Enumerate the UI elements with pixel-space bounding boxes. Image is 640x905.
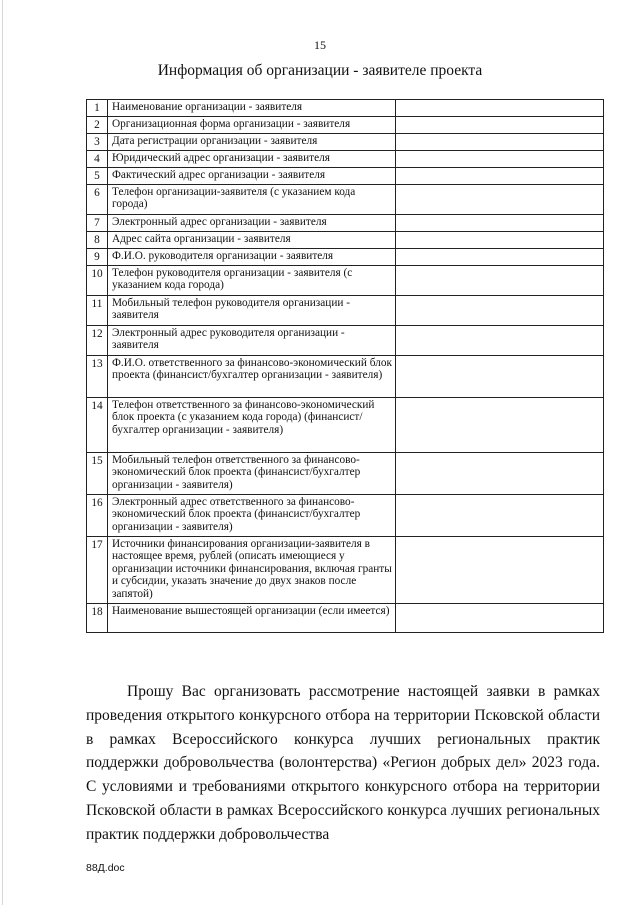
row-number: 3	[87, 134, 108, 151]
table-row	[87, 151, 604, 168]
row-label: Источники финансирования организации-заявителя в настоящее время, рублей (описать имеющиеся у организации источники финансирования, включая гранты и субсидии, указать значение до двух знаков после запятой)	[108, 537, 396, 604]
row-number: 6	[87, 185, 108, 215]
row-number: 17	[87, 537, 108, 604]
row-value-cell[interactable]	[396, 151, 604, 168]
table-row	[87, 185, 604, 215]
table-row	[87, 249, 604, 266]
row-value-cell[interactable]	[396, 249, 604, 266]
table-row	[87, 215, 604, 232]
row-number: 10	[87, 266, 108, 296]
table-row	[87, 398, 604, 453]
row-value-cell[interactable]	[396, 117, 604, 134]
table-row	[87, 537, 604, 604]
page-number: 15	[314, 38, 326, 52]
row-number: 18	[87, 604, 108, 633]
row-label: Фактический адрес организации - заявителя	[108, 168, 396, 185]
row-label: Наименование организации - заявителя	[108, 100, 396, 117]
row-number: 15	[87, 453, 108, 495]
row-number: 16	[87, 495, 108, 537]
row-number: 1	[87, 100, 108, 117]
paragraph-body: проведения открытого конкурсного отбора на территории Псковской области в рамках Всероссийского конкурса лучших региональных практик поддержки добровольчества (волонтерства) «Регион добрых дел» 2023 года. С условиями и требованиями открытого конкурсного отбора на территории Псковской области в рамках Всероссийского конкурса лучших региональных практик поддержки добровольчества	[86, 706, 600, 843]
row-value-cell[interactable]	[396, 453, 604, 495]
page-edge	[2, 0, 3, 905]
table-row	[87, 134, 604, 151]
table-row	[87, 168, 604, 185]
row-label: Телефон ответственного за финансово-экономический блок проекта (с указанием кода города) (финансист/бухгалтер организации - заявителя)	[108, 398, 396, 453]
row-label: Телефон руководителя организации - заявителя (с указанием кода города)	[108, 266, 396, 296]
file-name-footer: 88Д.doc	[86, 862, 125, 874]
row-value-cell[interactable]	[396, 185, 604, 215]
row-value-cell[interactable]	[396, 168, 604, 185]
request-paragraph	[86, 680, 600, 847]
row-label: Мобильный телефон ответственного за финансово-экономический блок проекта (финансист/бухгалтер организации - заявителя)	[108, 453, 396, 495]
row-number: 5	[87, 168, 108, 185]
row-value-cell[interactable]	[396, 100, 604, 117]
table-row	[87, 495, 604, 537]
row-value-cell[interactable]	[396, 296, 604, 326]
row-value-cell[interactable]	[396, 356, 604, 398]
row-label: Организационная форма организации - заявителя	[108, 117, 396, 134]
row-label: Мобильный телефон руководителя организации - заявителя	[108, 296, 396, 326]
table-row	[87, 232, 604, 249]
row-number: 12	[87, 326, 108, 356]
row-number: 8	[87, 232, 108, 249]
paragraph-line1-text: Прошу Вас организовать рассмотрение настоящей заявки в рамках	[127, 683, 600, 700]
row-label: Наименование вышестоящей организации (если имеется)	[108, 604, 396, 633]
row-value-cell[interactable]	[396, 134, 604, 151]
paragraph-first-line	[86, 680, 600, 704]
table-row	[87, 117, 604, 134]
row-label: Ф.И.О. ответственного за финансово-экономический блок проекта (финансист/бухгалтер организации - заявителя)	[108, 356, 396, 398]
row-number: 9	[87, 249, 108, 266]
row-number: 4	[87, 151, 108, 168]
table-row	[87, 453, 604, 495]
row-label: Телефон организации-заявителя (с указанием кода города)	[108, 185, 396, 215]
row-number: 14	[87, 398, 108, 453]
row-value-cell[interactable]	[396, 215, 604, 232]
row-value-cell[interactable]	[396, 604, 604, 633]
table-row	[87, 356, 604, 398]
row-value-cell[interactable]	[396, 398, 604, 453]
table-row	[87, 604, 604, 633]
row-value-cell[interactable]	[396, 232, 604, 249]
table-row	[87, 100, 604, 117]
row-value-cell[interactable]	[396, 266, 604, 296]
row-value-cell[interactable]	[396, 537, 604, 604]
table-row	[87, 296, 604, 326]
row-number: 11	[87, 296, 108, 326]
row-label: Электронный адрес организации - заявителя	[108, 215, 396, 232]
row-value-cell[interactable]	[396, 326, 604, 356]
row-label: Адрес сайта организации - заявителя	[108, 232, 396, 249]
row-label: Электронный адрес руководителя организации - заявителя	[108, 326, 396, 356]
table-row	[87, 266, 604, 296]
row-label: Дата регистрации организации - заявителя	[108, 134, 396, 151]
row-label: Юридический адрес организации - заявителя	[108, 151, 396, 168]
row-number: 7	[87, 215, 108, 232]
table-body	[87, 100, 604, 633]
row-number: 13	[87, 356, 108, 398]
row-label: Электронный адрес ответственного за финансово-экономический блок проекта (финансист/бухгалтер организации - заявителя)	[108, 495, 396, 537]
row-value-cell[interactable]	[396, 495, 604, 537]
page-title: Информация об организации - заявителе проекта	[157, 62, 483, 79]
organization-info-table	[86, 99, 604, 633]
table-row	[87, 326, 604, 356]
row-label: Ф.И.О. руководителя организации - заявителя	[108, 249, 396, 266]
row-number: 2	[87, 117, 108, 134]
